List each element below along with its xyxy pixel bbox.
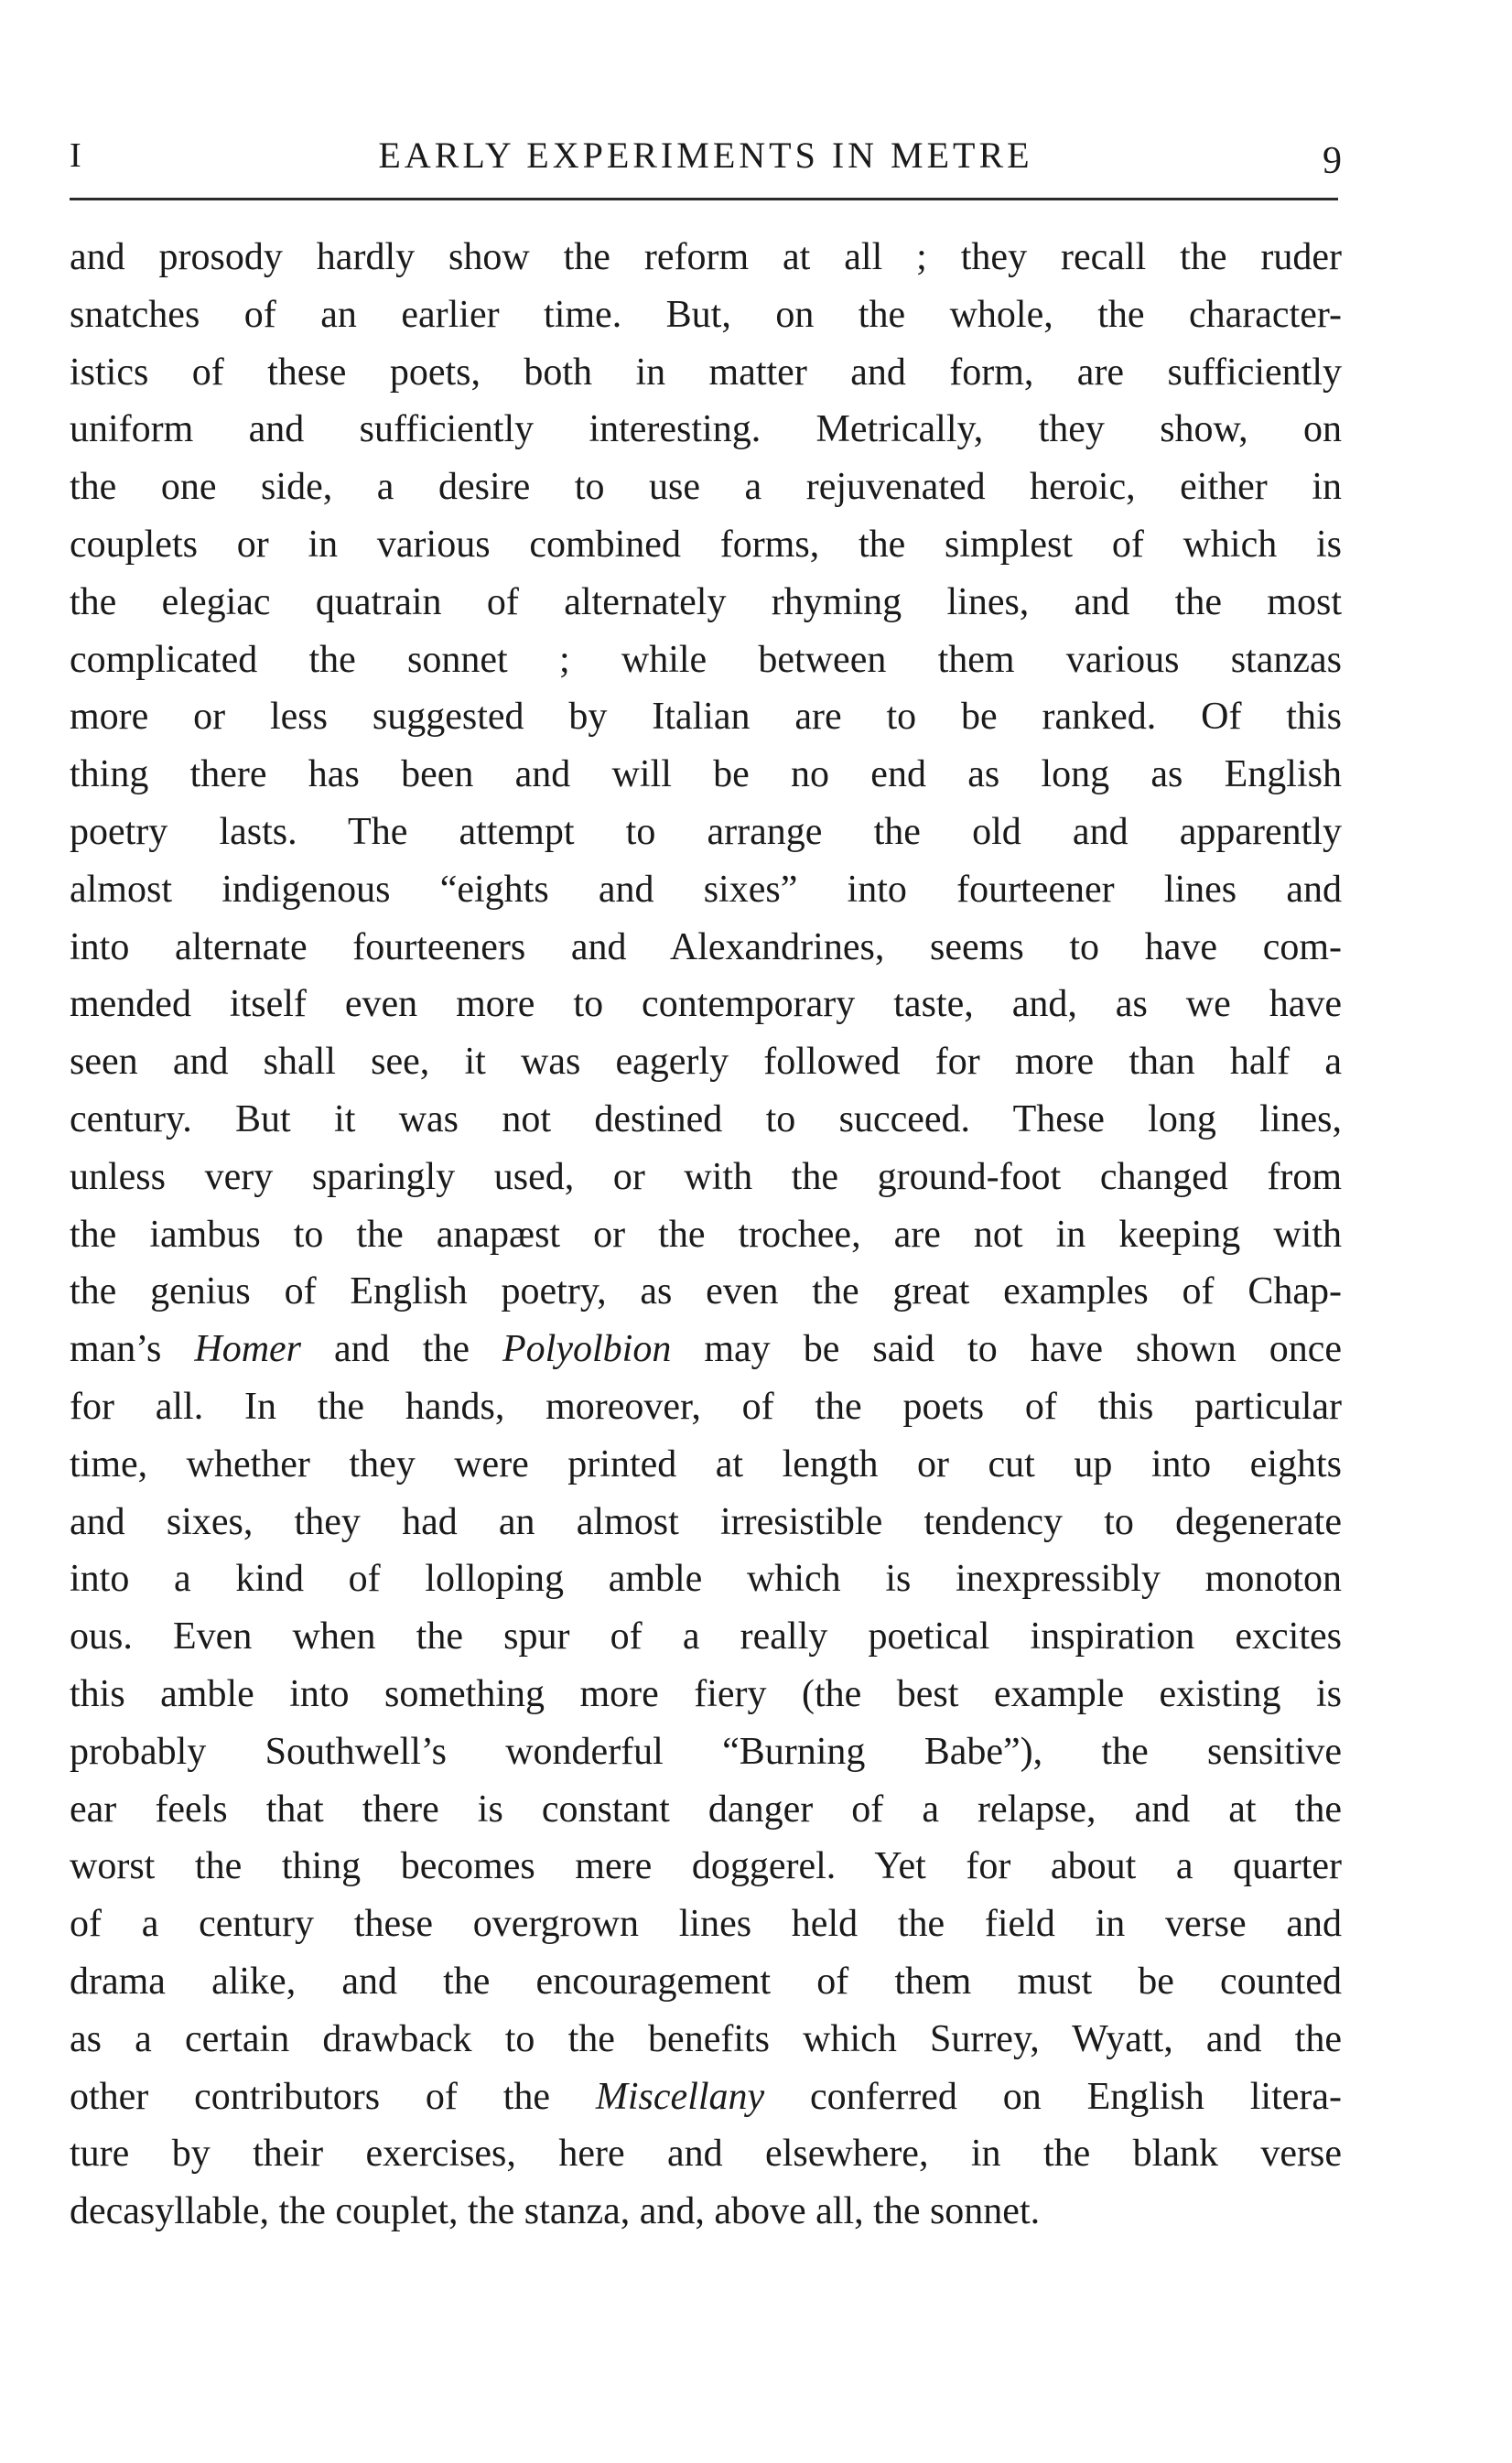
header-rule (70, 198, 1338, 200)
text-line: ear feels that there is constant danger of a relapse, and at the (70, 1788, 1342, 1831)
text-line: thing there has been and will be no end as long as English (70, 753, 1342, 796)
text-line: ture by their exercises, here and elsewhere, in the blank verse (70, 2133, 1342, 2176)
text-line: into a kind of lolloping amble which is inexpressibly monoton (70, 1558, 1342, 1601)
page-number: 9 (1323, 140, 1342, 182)
text-line: and prosody hardly show the reform at all ; they recall the ruder (70, 236, 1342, 278)
text-line: man’s Homer and the Polyolbion may be said to have shown once (70, 1328, 1343, 1371)
text-line: decasyllable, the couplet, the stanza, and, above all, the sonnet. (70, 2190, 1041, 2233)
text-line: almost indigenous “eights and sixes” into fourteener lines and (70, 868, 1342, 911)
text-line: complicated the sonnet ; while between them various stanzas (70, 638, 1342, 681)
italic-title-polyolbion: Polyolbion (502, 1328, 672, 1371)
text-line: worst the thing becomes mere doggerel. Yet for about a quarter (70, 1845, 1342, 1888)
text-line: time, whether they were printed at length or cut up into eights (70, 1442, 1342, 1485)
text-line: seen and shall see, it was eagerly followed for more than half a (70, 1041, 1342, 1084)
text-line: drama alike, and the encouragement of them must be counted (70, 1960, 1342, 2003)
text-line: mended itself even more to contemporary taste, and, as we have (70, 983, 1342, 1026)
text-line: uniform and sufficiently interesting. Metrically, they show, on (70, 408, 1342, 451)
running-title: EARLY EXPERIMENTS IN METRE (378, 135, 1033, 176)
chapter-number: I (70, 136, 81, 175)
text-line: the one side, a desire to use a rejuvenated heroic, either in (70, 466, 1342, 509)
text-line: the iambus to the anapæst or the trochee, are not in keeping with (70, 1213, 1342, 1256)
text-line: more or less suggested by Italian are to be ranked. Of this (70, 696, 1342, 739)
text-line: of a century these overgrown lines held the field in verse and (70, 1903, 1342, 1946)
text-line: unless very sparingly used, or with the ground-foot changed from (70, 1155, 1342, 1198)
text-line: istics of these poets, both in matter and form, are sufficiently (70, 351, 1342, 394)
text-line: this amble into something more fiery (the best example existing is (70, 1672, 1342, 1715)
text-line: and sixes, they had an almost irresistible tendency to degenerate (70, 1500, 1342, 1543)
text-line: as a certain drawback to the benefits which Surrey, Wyatt, and the (70, 2017, 1342, 2060)
running-header (70, 126, 1342, 181)
text-line: probably Southwell’s wonderful “Burning Babe”), the sensitive (70, 1730, 1342, 1773)
text-line: the genius of English poetry, as even the great examples of Chap- (70, 1270, 1342, 1313)
text-line: the elegiac quatrain of alternately rhyming lines, and the most (70, 580, 1342, 623)
body-paragraph (70, 229, 1342, 2241)
text-line: for all. In the hands, moreover, of the poets of this particular (70, 1385, 1342, 1428)
italic-title-homer: Homer (194, 1328, 302, 1371)
text-line: into alternate fourteeners and Alexandrines, seems to have com- (70, 925, 1342, 968)
text-line: ous. Even when the spur of a really poetical inspiration excites (70, 1615, 1342, 1658)
text-line: couplets or in various combined forms, the simplest of which is (70, 523, 1342, 566)
italic-title-miscellany: Miscellany (595, 2075, 765, 2118)
text-line: century. But it was not destined to succeed. These long lines, (70, 1097, 1342, 1140)
text-line: poetry lasts. The attempt to arrange the old and apparently (70, 810, 1342, 853)
text-line: other contributors of the Miscellany conferred on English litera- (70, 2075, 1342, 2118)
text-line: snatches of an earlier time. But, on the whole, the character- (70, 293, 1342, 336)
